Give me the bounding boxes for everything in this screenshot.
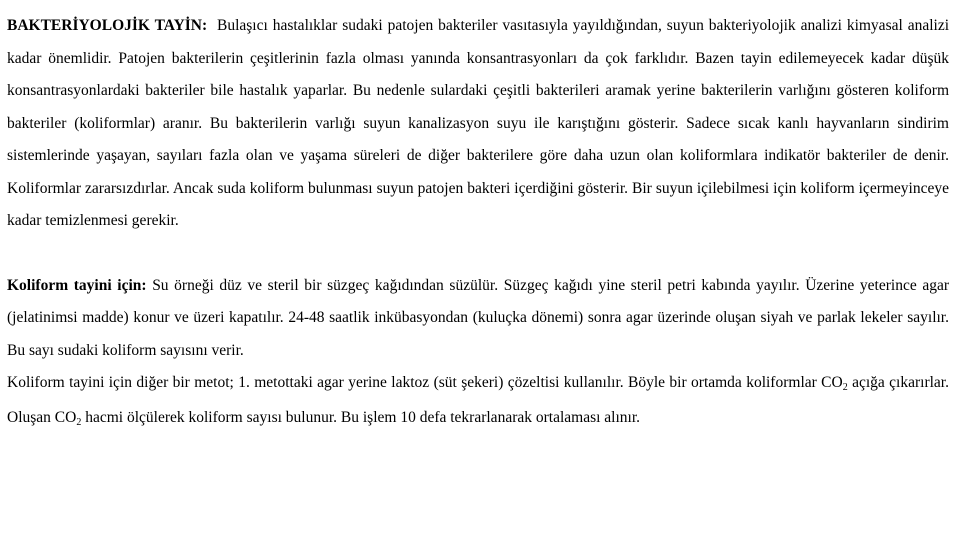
paragraph-text-part: hacmi ölçülerek koliform sayısı bulunur. Bu işlem 10 defa tekrarlanarak ortalaması alınır. bbox=[81, 408, 641, 426]
section-heading-bacteriological: BAKTERİYOLOJİK TAYİN: bbox=[7, 17, 208, 34]
paragraph-coliform-determination bbox=[7, 270, 949, 368]
subscript: 2 bbox=[842, 382, 848, 393]
section-heading-coliform: Koliform tayini için: bbox=[7, 276, 147, 294]
document-body bbox=[7, 10, 949, 436]
paragraph-alternative-method bbox=[7, 367, 949, 436]
paragraph-text: Bulaşıcı hastalıklar sudaki patojen bakteriler vasıtasıyla yayıldığından, suyun bakteriyolojik analizi kimyasal analizi kadar önemlidir. Patojen bakterilerin çeşitlerinin fazla olması yanında konsantrasyonları da çok farklıdır. Bazen tayin edilemeyecek kadar düşük konsantrasyonlardaki bakteriler bile hastalık yaparlar. Bu nedenle sulardaki çeşitli bakterileri aramak yerine bakterilerin varlığını gösteren koliform bakteriler (koliformlar) aranır. Bu bakterilerin varlığı suyun kanalizasyon suyu ile karıştığını gösterir. Sadece sıcak kanlı hayvanların sindirim sistemlerinde yaşayan, sayıları fazla olan ve yaşama süreleri de diğer bakterilere göre daha uzun olan koliformlara indikatör bakteriler de denir. Koliformlar zararsızdırlar. Ancak suda koliform bulunması suyun patojen bakteri içerdiğini gösterir. Bir suyun içilebilmesi için koliform içermeyinceye kadar temizlenmesi gerekir. bbox=[7, 17, 950, 229]
paragraph-text-part: Koliform tayini için diğer bir metot; 1. metottaki agar yerine laktoz (süt şekeri) çözeltisi kullanılır. Böyle bir ortamda koliformlar CO bbox=[7, 374, 843, 391]
paragraph-text: Su örneği düz ve steril bir süzgeç kağıdından süzülür. Süzgeç kağıdı yine steril petri kabında yayılır. Üzerine yeterince agar (jelatinimsi madde) konur ve üzeri kapatılır. 24-48 saatlik inkübasyondan (kuluçka dönemi) sonra agar üzerinde oluşan siyah ve parlak lekeler sayılır. Bu sayı sudaki koliform sayısını verir. bbox=[7, 276, 950, 359]
paragraph-bacteriological-determination bbox=[7, 10, 949, 238]
paragraph-text-part: açığa çıkarırlar. Oluşan CO bbox=[7, 374, 949, 426]
subscript: 2 bbox=[76, 416, 82, 428]
